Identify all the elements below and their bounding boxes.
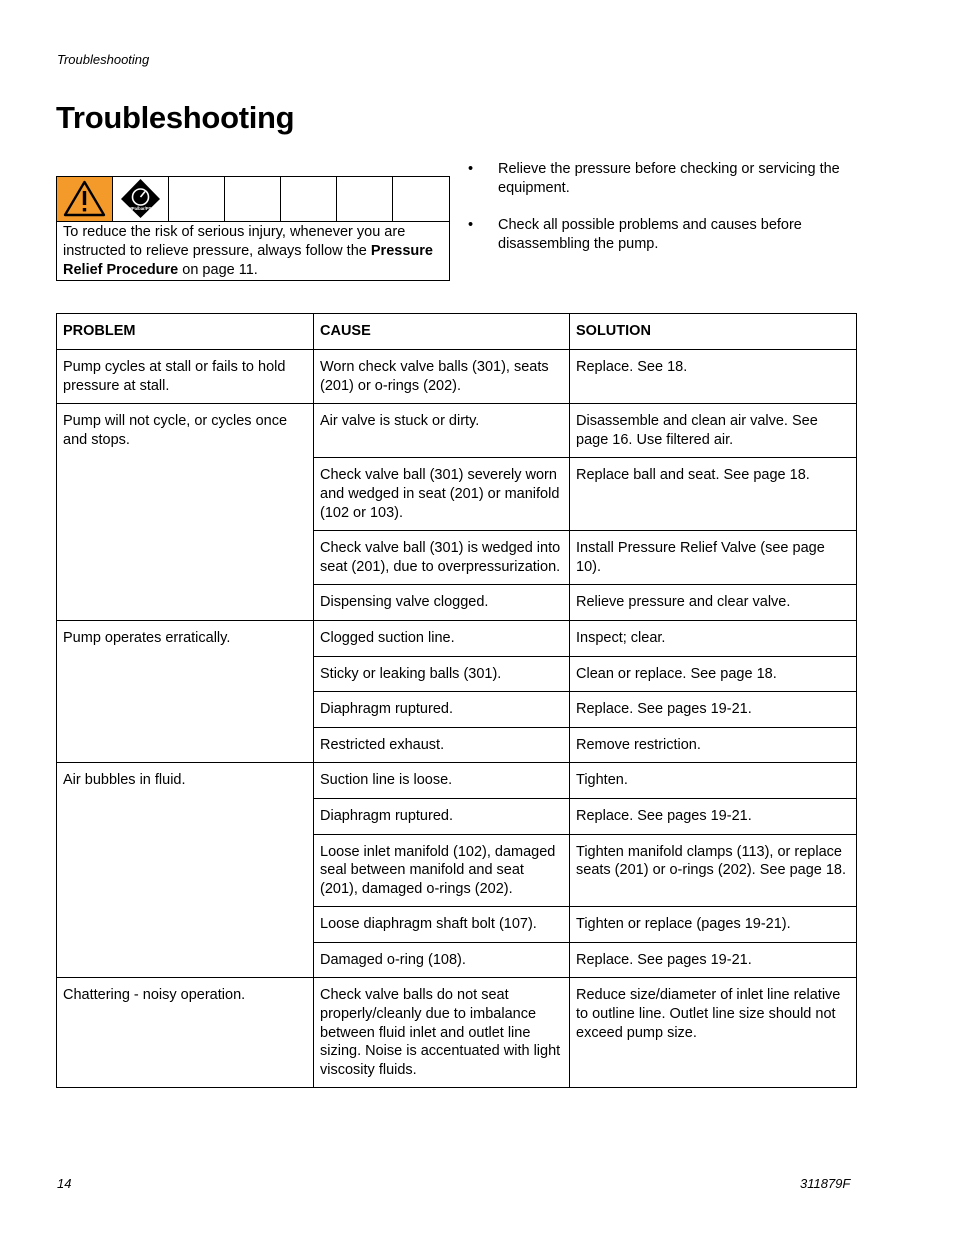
problem-column-header: PROBLEM [57,314,314,350]
cause-cell: Check valve balls do not seat properly/cleanly due to imbalance between fluid inlet and outlet line sizing. Noise is accentuated with light viscosity fluids. [314,978,570,1088]
cause-cell: Check valve ball (301) is wedged into seat (201), due to overpressurization. [314,531,570,585]
warning-text-lead: To reduce the risk of serious injury, whenever you are instructed to relieve pressure, always follow the [63,224,406,259]
pressure-relief-procedure-reference: Pressure Relief Procedure [63,243,433,278]
problem-cell: Air bubbles in fluid. [57,763,314,978]
page-number: 14 [57,1176,72,1191]
table-row [57,620,857,656]
problem-cell: Chattering - noisy operation. [57,978,314,1088]
cause-cell: Clogged suction line. [314,620,570,656]
table-row [57,763,857,799]
precaution-text: Relieve the pressure before checking or servicing the equipment. [498,161,840,196]
solution-cell: Replace ball and seat. See page 18. [570,458,857,531]
precaution-item [468,216,868,254]
cause-cell: Suction line is loose. [314,763,570,799]
solution-cell: Replace. See 18. [570,350,857,404]
cause-cell: Loose diaphragm shaft bolt (107). [314,907,570,943]
warning-box [56,176,450,281]
bullet-icon: • [468,217,474,233]
solution-cell: Relieve pressure and clear valve. [570,585,857,621]
precaution-item [468,160,868,198]
cause-cell: Worn check valve balls (301), seats (201) or o-rings (202). [314,350,570,404]
table-row [57,404,857,458]
solution-cell: Disassemble and clean air valve. See page 16. Use filtered air. [570,404,857,458]
solution-cell: Reduce size/diameter of inlet line relative to outline line. Outlet line size should not exceed pump size. [570,978,857,1088]
empty-icon-cell [281,177,337,221]
document-number: 311879F [800,1176,851,1191]
problem-cell: Pump operates erratically. [57,620,314,762]
page-title: Troubleshooting [56,100,295,135]
warning-text-tail: on page 11. [178,262,258,278]
cause-cell: Restricted exhaust. [314,727,570,763]
solution-cell: Install Pressure Relief Valve (see page 10). [570,531,857,585]
empty-icon-cell [169,177,225,221]
cause-cell: Sticky or leaking balls (301). [314,656,570,692]
cause-cell: Dispensing valve clogged. [314,585,570,621]
problem-cell: Pump will not cycle, or cycles once and stops. [57,404,314,621]
pictogram-label: MPa/bar/PSI [128,206,153,211]
empty-icon-cell [225,177,281,221]
empty-icon-cell [337,177,393,221]
pressure-gauge-icon [113,177,169,221]
cause-cell: Diaphragm ruptured. [314,798,570,834]
solution-cell: Replace. See pages 19-21. [570,692,857,728]
table-row [57,978,857,1088]
precaution-text: Check all possible problems and causes before disassembling the pump. [498,217,802,252]
solution-cell: Replace. See pages 19-21. [570,798,857,834]
solution-column-header: SOLUTION [570,314,857,350]
warning-text [63,223,443,280]
solution-cell: Inspect; clear. [570,620,857,656]
cause-cell: Loose inlet manifold (102), damaged seal between manifold and seat (201), damaged o-rings (202). [314,834,570,907]
solution-cell: Tighten or replace (pages 19-21). [570,907,857,943]
solution-cell: Tighten. [570,763,857,799]
cause-cell: Diaphragm ruptured. [314,692,570,728]
table-header-row [57,314,857,350]
cause-cell: Air valve is stuck or dirty. [314,404,570,458]
troubleshooting-table [56,313,857,1088]
cause-column-header: CAUSE [314,314,570,350]
warning-icon-row [57,177,449,222]
solution-cell: Replace. See pages 19-21. [570,942,857,978]
solution-cell: Remove restriction. [570,727,857,763]
cause-cell: Damaged o-ring (108). [314,942,570,978]
solution-cell: Tighten manifold clamps (113), or replace seats (201) or o-rings (202). See page 18. [570,834,857,907]
table-row [57,350,857,404]
running-header: Troubleshooting [57,52,150,67]
empty-icon-cell [393,177,449,221]
cause-cell: Check valve ball (301) severely worn and wedged in seat (201) or manifold (102 or 103). [314,458,570,531]
bullet-icon: • [468,161,474,177]
solution-cell: Clean or replace. See page 18. [570,656,857,692]
precaution-list [468,160,868,272]
warning-triangle-icon [57,177,113,221]
troubleshooting-table-body [57,350,857,1088]
problem-cell: Pump cycles at stall or fails to hold pressure at stall. [57,350,314,404]
